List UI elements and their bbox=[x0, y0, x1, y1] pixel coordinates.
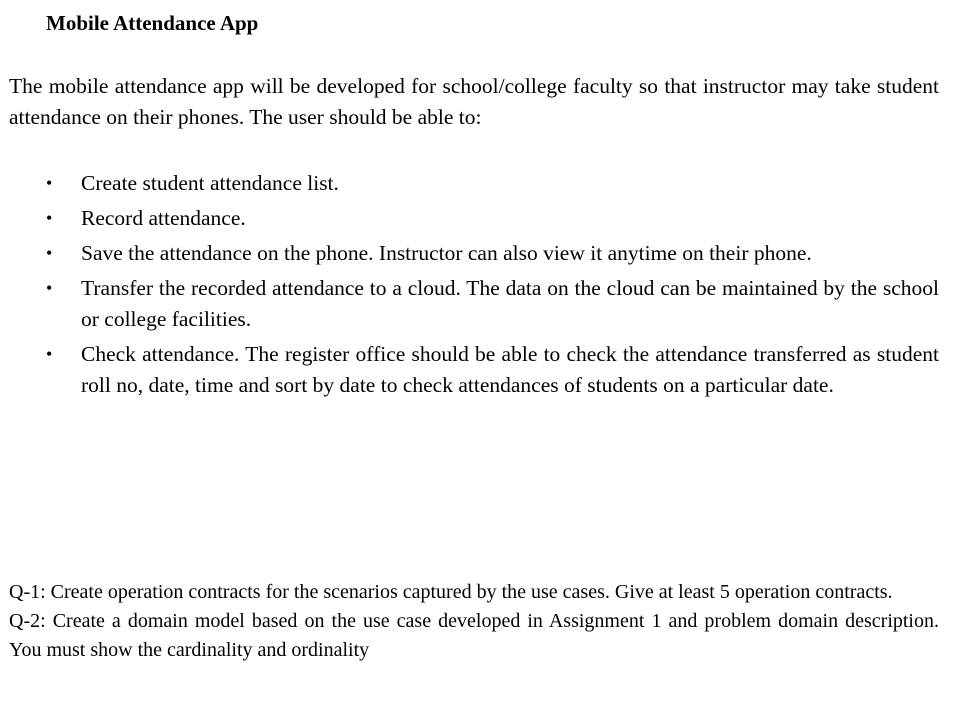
list-item bbox=[9, 168, 939, 199]
list-item bbox=[9, 339, 939, 401]
list-item-text: Record attendance. bbox=[81, 206, 246, 230]
bullet-icon: • bbox=[46, 243, 53, 263]
bullet-icon: • bbox=[46, 208, 53, 228]
list-item bbox=[9, 273, 939, 335]
list-item bbox=[9, 238, 939, 269]
document-title: Mobile Attendance App bbox=[46, 11, 259, 35]
question-2: Q-2: Create a domain model based on the use case developed in Assignment 1 and problem domain description. You must show the cardinality and ordinality bbox=[9, 610, 939, 661]
question-1: Q-1: Create operation contracts for the scenarios captured by the use cases. Give at least 5 operation contracts. bbox=[9, 581, 893, 603]
bullet-icon: • bbox=[46, 278, 53, 298]
bullet-icon: • bbox=[46, 344, 53, 364]
requirements-list bbox=[9, 168, 939, 405]
list-item-text: Transfer the recorded attendance to a cloud. The data on the cloud can be maintained by the school or college facilities. bbox=[81, 276, 939, 331]
questions-section bbox=[9, 578, 939, 665]
list-item-text: Create student attendance list. bbox=[81, 171, 339, 195]
list-item-text: Save the attendance on the phone. Instructor can also view it anytime on their phone. bbox=[81, 241, 812, 265]
list-item bbox=[9, 203, 939, 234]
intro-paragraph: The mobile attendance app will be developed for school/college faculty so that instructor may take student attendance on their phones. The user should be able to: bbox=[9, 74, 939, 129]
list-item-text: Check attendance. The register office should be able to check the attendance transferred as student roll no, date, time and sort by date to check attendances of students on a particular date. bbox=[81, 342, 939, 397]
bullet-icon: • bbox=[46, 173, 53, 193]
